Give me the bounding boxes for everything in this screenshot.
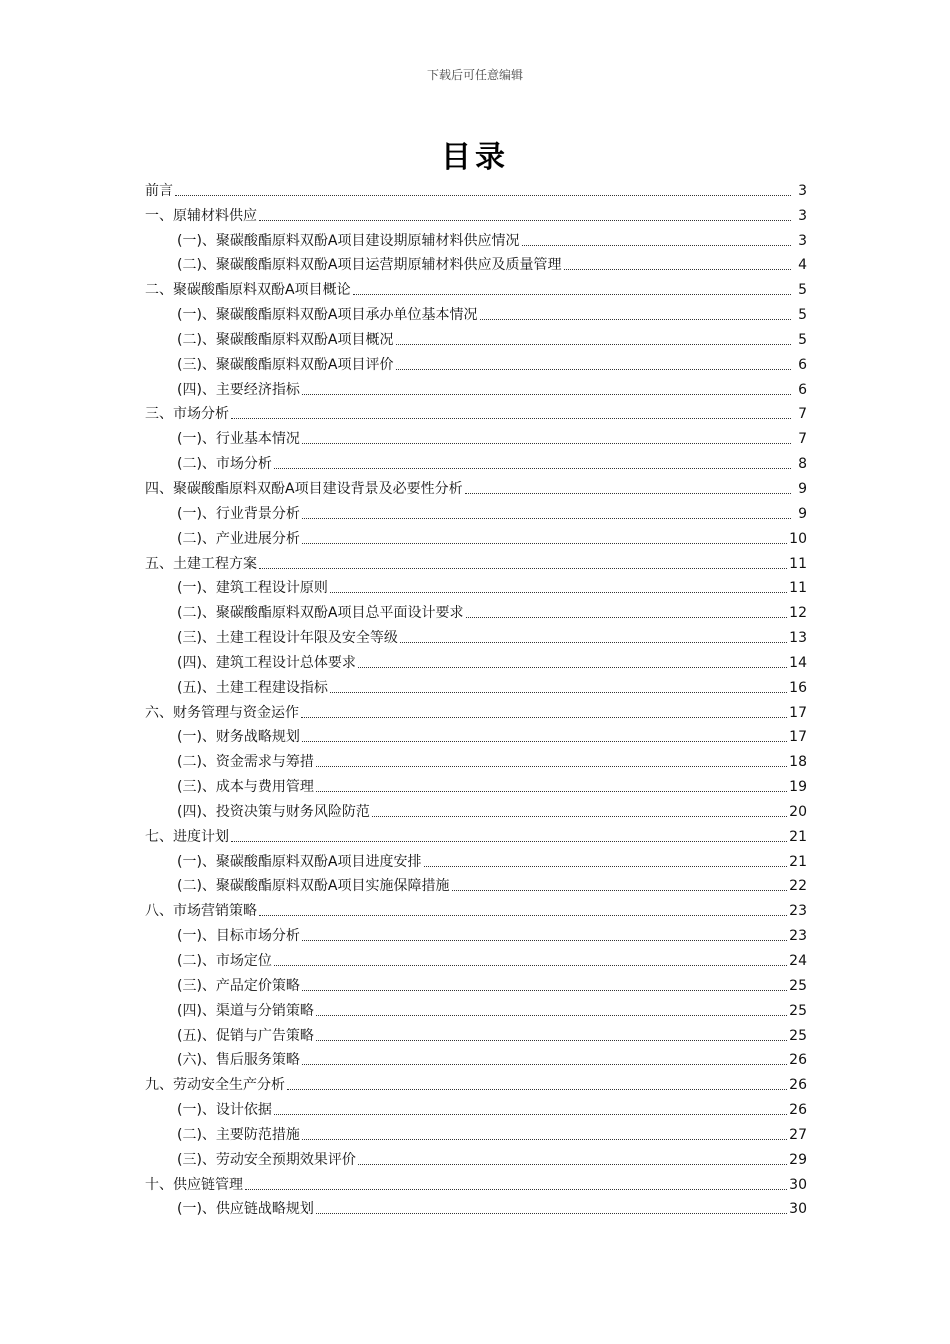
dot-leader bbox=[301, 717, 787, 718]
toc-entry[interactable] bbox=[145, 548, 807, 573]
toc-entry-text: (二)、资金需求与筹措 bbox=[177, 754, 314, 771]
toc-entry-text: 五、土建工程方案 bbox=[145, 555, 257, 572]
toc-entry[interactable] bbox=[145, 1020, 807, 1045]
toc-entry-text: (一)、聚碳酸酯原料双酚A项目建设期原辅材料供应情况 bbox=[177, 232, 520, 249]
toc-entry-text: 九、劳动安全生产分析 bbox=[145, 1077, 285, 1094]
toc-entry-text: (四)、建筑工程设计总体要求 bbox=[177, 654, 356, 671]
dot-leader bbox=[302, 543, 787, 544]
toc-entry-text: 十、供应链管理 bbox=[145, 1176, 243, 1193]
toc-entry-page-number: 30 bbox=[789, 1176, 807, 1193]
toc-entry-text: (六)、售后服务策略 bbox=[177, 1052, 300, 1069]
toc-entry[interactable] bbox=[145, 771, 807, 796]
toc-entry[interactable] bbox=[145, 1144, 807, 1169]
dot-leader bbox=[400, 642, 787, 643]
dot-leader bbox=[302, 394, 791, 395]
toc-entry[interactable] bbox=[145, 1045, 807, 1070]
toc-entry-text: (二)、聚碳酸酯原料双酚A项目运营期原辅材料供应及质量管理 bbox=[177, 257, 562, 274]
dot-leader bbox=[480, 319, 792, 320]
toc-entry[interactable] bbox=[145, 274, 807, 299]
toc-entry-page-number: 3 bbox=[798, 232, 807, 249]
toc-entry-text: 八、市场营销策略 bbox=[145, 903, 257, 920]
toc-entry-text: (四)、主要经济指标 bbox=[177, 381, 300, 398]
toc-entry-text: (一)、行业背景分析 bbox=[177, 505, 300, 522]
toc-entry[interactable] bbox=[145, 349, 807, 374]
toc-entry-text: (二)、主要防范措施 bbox=[177, 1126, 300, 1143]
toc-entry-page-number: 21 bbox=[789, 853, 807, 870]
toc-entry-page-number: 26 bbox=[789, 1102, 807, 1119]
toc-entry-text: (一)、建筑工程设计原则 bbox=[177, 580, 328, 597]
toc-entry-page-number: 3 bbox=[798, 182, 807, 199]
toc-entry[interactable] bbox=[145, 796, 807, 821]
dot-leader bbox=[302, 518, 791, 519]
toc-entry-page-number: 25 bbox=[789, 1027, 807, 1044]
table-of-contents bbox=[145, 175, 807, 1218]
toc-entry-text: 七、进度计划 bbox=[145, 828, 229, 845]
toc-entry-page-number: 6 bbox=[798, 381, 807, 398]
dot-leader bbox=[465, 493, 791, 494]
dot-leader bbox=[316, 1213, 787, 1214]
toc-entry[interactable] bbox=[145, 523, 807, 548]
toc-entry[interactable] bbox=[145, 821, 807, 846]
toc-entry[interactable] bbox=[145, 697, 807, 722]
toc-entry-text: (一)、目标市场分析 bbox=[177, 928, 300, 945]
toc-entry-page-number: 16 bbox=[789, 679, 807, 696]
toc-entry[interactable] bbox=[145, 746, 807, 771]
toc-entry-text: 二、聚碳酸酯原料双酚A项目概论 bbox=[145, 282, 351, 299]
toc-entry-page-number: 24 bbox=[789, 953, 807, 969]
toc-entry[interactable] bbox=[145, 672, 807, 697]
dot-leader bbox=[396, 369, 791, 370]
toc-entry[interactable] bbox=[145, 200, 807, 225]
toc-entry-text: (五)、土建工程建设指标 bbox=[177, 679, 328, 696]
dot-leader bbox=[316, 1015, 787, 1016]
toc-entry-text: (三)、聚碳酸酯原料双酚A项目评价 bbox=[177, 356, 394, 373]
dot-leader bbox=[330, 692, 787, 693]
dot-leader bbox=[274, 1114, 787, 1115]
toc-entry-text: (四)、渠道与分销策略 bbox=[177, 1002, 314, 1019]
toc-entry-text: 一、原辅材料供应 bbox=[145, 207, 257, 224]
toc-entry-page-number: 27 bbox=[789, 1126, 807, 1143]
dot-leader bbox=[302, 443, 791, 444]
dot-leader bbox=[353, 294, 791, 295]
toc-entry-text: (二)、聚碳酸酯原料双酚A项目总平面设计要求 bbox=[177, 605, 464, 622]
toc-entry-text: (二)、聚碳酸酯原料双酚A项目实施保障措施 bbox=[177, 878, 450, 895]
toc-entry-text: 三、市场分析 bbox=[145, 406, 229, 423]
toc-entry[interactable] bbox=[145, 448, 807, 473]
toc-entry-page-number: 21 bbox=[789, 828, 807, 845]
toc-entry-text: (一)、行业基本情况 bbox=[177, 431, 300, 448]
toc-entry-page-number: 19 bbox=[789, 779, 807, 796]
toc-entry-text: (一)、设计依据 bbox=[177, 1102, 272, 1119]
toc-entry-page-number: 6 bbox=[798, 356, 807, 373]
toc-entry[interactable] bbox=[145, 846, 807, 871]
toc-entry-page-number: 3 bbox=[798, 207, 807, 224]
toc-entry-page-number: 9 bbox=[798, 505, 807, 522]
toc-entry-page-number: 7 bbox=[798, 406, 807, 423]
toc-entry-text: (三)、土建工程设计年限及安全等级 bbox=[177, 630, 398, 647]
toc-entry-page-number: 10 bbox=[789, 530, 807, 547]
dot-leader bbox=[358, 1164, 787, 1165]
toc-entry-text: (一)、供应链战略规划 bbox=[177, 1201, 314, 1218]
toc-entry-page-number: 25 bbox=[789, 1002, 807, 1019]
toc-entry[interactable] bbox=[145, 399, 807, 424]
toc-entry-text: (二)、市场定位 bbox=[177, 953, 272, 969]
dot-leader bbox=[302, 990, 787, 991]
dot-leader bbox=[302, 1139, 787, 1140]
dot-leader bbox=[330, 592, 787, 593]
toc-entry[interactable] bbox=[145, 299, 807, 324]
dot-leader bbox=[302, 1064, 787, 1065]
dot-leader bbox=[302, 940, 787, 941]
toc-entry[interactable] bbox=[145, 722, 807, 747]
dot-leader bbox=[316, 791, 787, 792]
toc-entry-text: (三)、劳动安全预期效果评价 bbox=[177, 1151, 356, 1168]
dot-leader bbox=[274, 965, 787, 966]
dot-leader bbox=[424, 866, 788, 867]
dot-leader bbox=[259, 915, 787, 916]
toc-entry[interactable] bbox=[145, 970, 807, 995]
toc-entry-page-number: 29 bbox=[789, 1151, 807, 1168]
toc-entry-text: (三)、产品定价策略 bbox=[177, 977, 300, 994]
toc-entry[interactable] bbox=[145, 423, 807, 448]
toc-entry-page-number: 5 bbox=[798, 282, 807, 299]
dot-leader bbox=[302, 741, 787, 742]
toc-entry[interactable] bbox=[145, 647, 807, 672]
toc-entry-page-number: 11 bbox=[789, 555, 807, 572]
toc-entry-page-number: 25 bbox=[789, 977, 807, 994]
toc-entry-text: (三)、成本与费用管理 bbox=[177, 779, 314, 796]
toc-entry-page-number: 26 bbox=[789, 1052, 807, 1069]
toc-entry[interactable] bbox=[145, 1119, 807, 1144]
dot-leader bbox=[522, 245, 792, 246]
dot-leader bbox=[564, 269, 792, 270]
toc-entry-page-number: 11 bbox=[789, 580, 807, 597]
toc-entry-page-number: 23 bbox=[789, 928, 807, 945]
toc-entry-page-number: 18 bbox=[789, 754, 807, 771]
toc-entry-page-number: 13 bbox=[789, 630, 807, 647]
toc-entry-text: (一)、聚碳酸酯原料双酚A项目承办单位基本情况 bbox=[177, 307, 478, 324]
toc-entry-page-number: 5 bbox=[798, 307, 807, 324]
toc-entry-page-number: 17 bbox=[789, 729, 807, 746]
toc-entry[interactable] bbox=[145, 324, 807, 349]
toc-entry-page-number: 23 bbox=[789, 903, 807, 920]
toc-entry[interactable] bbox=[145, 1094, 807, 1119]
toc-entry-text: 六、财务管理与资金运作 bbox=[145, 704, 299, 721]
toc-entry-text: (二)、市场分析 bbox=[177, 456, 272, 473]
dot-leader bbox=[316, 766, 787, 767]
dot-leader bbox=[358, 667, 787, 668]
toc-entry-text: (四)、投资决策与财务风险防范 bbox=[177, 803, 370, 820]
dot-leader bbox=[316, 1040, 787, 1041]
dot-leader bbox=[175, 195, 791, 196]
toc-entry[interactable] bbox=[145, 473, 807, 498]
toc-entry[interactable] bbox=[145, 573, 807, 598]
toc-entry-text: 前言 bbox=[145, 182, 173, 199]
toc-title: 目录 bbox=[441, 140, 509, 175]
toc-entry-page-number: 30 bbox=[789, 1201, 807, 1218]
toc-entry-page-number: 4 bbox=[798, 257, 807, 274]
toc-entry-page-number: 17 bbox=[789, 704, 807, 721]
toc-entry[interactable] bbox=[145, 1169, 807, 1194]
dot-leader bbox=[231, 841, 787, 842]
toc-entry-text: (五)、促销与广告策略 bbox=[177, 1027, 314, 1044]
dot-leader bbox=[466, 617, 788, 618]
toc-entry[interactable] bbox=[145, 597, 807, 622]
toc-entry-text: 四、聚碳酸酯原料双酚A项目建设背景及必要性分析 bbox=[145, 480, 463, 497]
dot-leader bbox=[231, 418, 791, 419]
toc-entry-page-number: 14 bbox=[789, 654, 807, 671]
toc-entry[interactable] bbox=[145, 995, 807, 1020]
toc-entry-page-number: 8 bbox=[798, 456, 807, 473]
toc-entry-text: (一)、财务战略规划 bbox=[177, 729, 300, 746]
dot-leader bbox=[452, 890, 788, 891]
dot-leader bbox=[372, 816, 787, 817]
toc-entry[interactable] bbox=[145, 622, 807, 647]
toc-entry-page-number: 12 bbox=[789, 605, 807, 622]
toc-entry[interactable] bbox=[145, 895, 807, 920]
toc-entry[interactable] bbox=[145, 374, 807, 399]
dot-leader bbox=[396, 344, 791, 345]
header-note: 下载后可任意编辑 bbox=[426, 68, 523, 82]
toc-entry-text: (二)、产业进展分析 bbox=[177, 530, 300, 547]
toc-entry-page-number: 7 bbox=[798, 431, 807, 448]
dot-leader bbox=[287, 1089, 787, 1090]
toc-entry-text: (一)、聚碳酸酯原料双酚A项目进度安排 bbox=[177, 853, 422, 870]
toc-entry[interactable] bbox=[145, 945, 807, 970]
toc-entry-page-number: 20 bbox=[789, 803, 807, 820]
toc-entry[interactable] bbox=[145, 920, 807, 945]
toc-entry-text: (二)、聚碳酸酯原料双酚A项目概况 bbox=[177, 331, 394, 348]
toc-entry[interactable] bbox=[145, 175, 807, 200]
toc-entry[interactable] bbox=[145, 871, 807, 896]
dot-leader bbox=[259, 568, 787, 569]
dot-leader bbox=[245, 1189, 787, 1190]
toc-entry[interactable] bbox=[145, 225, 807, 250]
dot-leader bbox=[259, 220, 791, 221]
toc-entry-page-number: 22 bbox=[789, 878, 807, 895]
toc-entry-page-number: 5 bbox=[798, 331, 807, 348]
toc-entry[interactable] bbox=[145, 250, 807, 275]
toc-entry-page-number: 9 bbox=[798, 480, 807, 497]
dot-leader bbox=[274, 468, 791, 469]
toc-entry[interactable] bbox=[145, 1194, 807, 1219]
toc-entry[interactable] bbox=[145, 1069, 807, 1094]
toc-entry-page-number: 26 bbox=[789, 1077, 807, 1094]
toc-entry[interactable] bbox=[145, 498, 807, 523]
